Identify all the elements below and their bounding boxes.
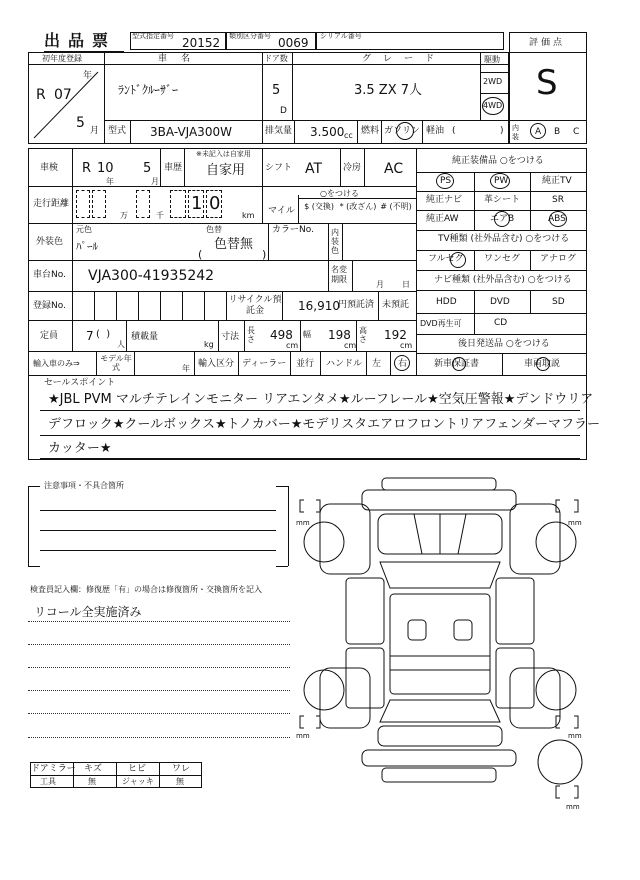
notes-line <box>40 510 276 511</box>
dotted-line <box>28 737 290 738</box>
chassis-value: VJA300-41935242 <box>88 268 215 284</box>
v-sep <box>268 223 269 260</box>
shaken-year-unit: 年 <box>106 177 114 186</box>
equip-tv: 純正TV <box>542 176 572 186</box>
v-sep <box>378 291 379 320</box>
rear-window <box>380 700 500 722</box>
orig-color-label: 元色 <box>76 225 92 234</box>
equip-line <box>416 334 587 335</box>
equip-pw: PW <box>494 176 509 186</box>
meter-unknown: # (不明) <box>380 202 412 211</box>
v-sep <box>530 290 531 313</box>
nav-hdd: HDD <box>436 297 457 307</box>
drive-line <box>480 72 509 73</box>
sales-label: セールスポイント <box>44 378 116 388</box>
equip-header-scratch: キズ <box>84 764 102 774</box>
v-sep <box>116 762 117 788</box>
history-note: ※未記入は自家用 <box>196 150 251 158</box>
v-sep <box>94 291 95 320</box>
v-sep <box>328 223 329 260</box>
sales-underline <box>40 458 580 459</box>
left-rear-wheel <box>304 670 344 710</box>
dotted-line <box>28 621 290 622</box>
mileage-digit-5: 1 <box>191 193 203 214</box>
drive-4wd: 4WD <box>483 101 503 110</box>
right-front-wheel <box>536 522 576 562</box>
v-sep <box>134 351 135 375</box>
load-label: 積載量 <box>131 332 159 342</box>
man-unit: 万 <box>120 211 128 220</box>
vehicle-row2-line <box>104 120 509 121</box>
rating-label: 評価点 <box>529 38 566 48</box>
row-line <box>28 351 416 352</box>
sales-line-3: カッター★ <box>48 441 112 456</box>
capacity-value: 7 <box>86 329 94 343</box>
parallel-label: 並行 <box>296 359 315 369</box>
left-front-door <box>346 578 384 644</box>
drive-4wd-circle <box>482 97 504 115</box>
v-sep <box>356 320 357 351</box>
dealer-label: ディーラー <box>242 359 287 369</box>
unpaid-label: 未預託 <box>382 300 410 310</box>
left-front-fender <box>320 504 370 574</box>
recycle-value: 16,910 <box>298 299 340 313</box>
v-sep <box>116 291 117 320</box>
mileage-digit-6: 0 <box>209 193 221 214</box>
mileage-label: 走行距離 <box>33 199 70 209</box>
dims-label: 寸法 <box>221 332 240 342</box>
v-sep <box>204 291 205 320</box>
year-unit: 年 <box>83 71 93 81</box>
inspector-note: リコール全実施済み <box>34 605 142 619</box>
v-sep <box>320 351 321 375</box>
equip-jack-value: 無 <box>176 777 184 786</box>
meter-modified: * (改ざん) <box>339 202 377 211</box>
v-sep <box>292 52 293 120</box>
v-sep <box>357 120 358 144</box>
light-oil-bracket-close: ) <box>500 126 504 136</box>
length-unit: cm <box>286 341 299 350</box>
right-rear-wheel <box>536 670 576 710</box>
rear-panel <box>362 750 516 766</box>
expiry-label: 名変期限 <box>331 265 347 284</box>
later-warranty: 新車保証書 <box>434 359 480 369</box>
equip-line <box>416 191 587 192</box>
width-value: 198 <box>328 328 351 342</box>
reg-no-label: 登録No. <box>33 301 66 311</box>
left-label: 左 <box>372 359 382 369</box>
month-unit: 月 <box>90 126 100 136</box>
hood-front <box>362 490 516 510</box>
first-reg-era: R <box>36 87 46 103</box>
interior-a: A <box>535 127 542 137</box>
v-sep <box>184 148 185 186</box>
equip-tools-value: 無 <box>88 777 96 786</box>
mm-front-right: mm <box>568 519 582 527</box>
equip-airbag-circle <box>494 211 510 227</box>
shaken-month-unit: 月 <box>151 177 159 186</box>
repainted-value: 色替無 <box>214 237 254 252</box>
circle-note: ○をつける <box>320 189 359 198</box>
v-sep <box>282 291 283 320</box>
equip-line <box>416 313 587 314</box>
recycle-unit: 円預託済 <box>338 300 375 310</box>
v-sep <box>352 260 353 291</box>
label-col <box>72 148 73 351</box>
equip-line <box>416 270 587 271</box>
right-rear-door <box>496 648 534 708</box>
load-unit: kg <box>204 340 214 349</box>
v-sep <box>474 290 475 334</box>
mm-rear-left: mm <box>296 732 310 740</box>
equip-abs: ABS <box>548 214 566 224</box>
color-no-label: 色替 <box>206 225 222 234</box>
sen-unit: 千 <box>156 211 164 220</box>
later-warranty-circle <box>452 357 466 371</box>
chassis-label: 車台No. <box>33 270 66 280</box>
tv-title: TV種類 (社外品含む) ○をつける <box>438 234 570 244</box>
nav-dvd: DVD <box>490 297 510 307</box>
capacity-paren: ( ) <box>96 329 111 340</box>
recycle-label: リサイクル預託金 <box>228 295 282 316</box>
name-label: 車名 <box>158 54 205 64</box>
notes-box <box>28 486 288 566</box>
v-sep <box>104 52 105 144</box>
height-value: 192 <box>384 328 407 342</box>
sales-underline <box>40 435 580 436</box>
first-reg-year: 07 <box>54 87 72 103</box>
equip-line <box>416 230 587 231</box>
digit-cell <box>170 190 186 218</box>
v-sep <box>422 120 423 144</box>
roof <box>390 594 490 694</box>
inspector-label: 検査員記入欄：修復歴「有」の場合は修復箇所・交換箇所を記入 <box>30 585 262 594</box>
first-reg-month: 5 <box>76 115 85 131</box>
height-label: 高さ <box>359 326 367 344</box>
import-label: 輸入車のみ⇒ <box>33 359 80 368</box>
dotted-line <box>28 667 290 668</box>
v-sep <box>96 351 97 375</box>
right-front-fender <box>510 504 560 574</box>
width-unit: cm <box>344 341 357 350</box>
dotted-line <box>28 644 290 645</box>
v-sep <box>530 172 531 230</box>
model-year-unit: 年 <box>182 364 190 373</box>
shift-label: シフト <box>265 163 293 173</box>
car-diagram <box>290 470 590 815</box>
mm-front-left: mm <box>296 519 310 527</box>
fuel-circle <box>396 122 414 140</box>
capacity-unit: 人 <box>117 340 125 349</box>
equip-line <box>416 290 587 291</box>
row-line <box>28 320 416 321</box>
notes-label: 注意事項・不具合箇所 <box>44 481 124 490</box>
row-line <box>28 186 416 187</box>
v-sep <box>130 120 131 144</box>
spare-tire <box>538 740 582 784</box>
v-sep <box>226 291 227 320</box>
sales-line-1: ★JBL PVM マルチテレインモニター リアエンタメ★ルーフレール★空気圧警報★デンドウリア <box>48 392 594 407</box>
ac-label: 冷房 <box>343 163 362 173</box>
v-sep <box>340 148 341 186</box>
v-sep <box>530 250 531 270</box>
shift-value: AT <box>305 161 323 177</box>
equip-aw: 純正AW <box>426 214 459 224</box>
equip-header-mirror: ドアミラー <box>31 764 76 774</box>
interior-color-label: 内装色 <box>331 228 339 255</box>
nav-title: ナビ種類 (社外品含む) ○をつける <box>434 275 572 285</box>
equip-navi: 純正ナビ <box>426 195 463 205</box>
later-manual: 車両取説 <box>524 359 561 369</box>
doors-label: ドア数 <box>264 54 288 63</box>
windshield <box>380 562 500 588</box>
dotted-line <box>28 713 290 714</box>
v-sep <box>262 120 263 144</box>
repaint-bracket-close: ) <box>262 248 267 261</box>
fuel-label: 燃料 <box>361 126 380 136</box>
rear-bumper <box>382 768 496 782</box>
interior-b: B <box>554 127 561 137</box>
left-front-wheel <box>304 522 344 562</box>
v-sep <box>159 762 160 788</box>
mile-label: マイル <box>268 206 295 216</box>
v-sep <box>238 351 239 375</box>
tv-analog: アナログ <box>540 254 577 264</box>
dvd-label: DVD再生可 <box>420 319 462 328</box>
height-unit: cm <box>400 341 413 350</box>
equip-jack: ジャッキ <box>122 777 154 786</box>
color-label: 外装色 <box>36 237 64 247</box>
digit-cell <box>92 190 106 218</box>
right-label: 右 <box>398 359 408 369</box>
expiry-month: 月 <box>376 280 384 289</box>
expiry-day: 日 <box>402 280 410 289</box>
displacement-unit: cc <box>344 131 353 140</box>
equip-title: 純正装備品 ○をつける <box>452 156 544 166</box>
category-value: 0069 <box>278 36 309 50</box>
right-circle <box>394 355 410 371</box>
tv-oneseg: ワンセグ <box>484 254 521 264</box>
displacement-value: 3.500 <box>310 125 345 139</box>
equip-pw-circle <box>490 173 510 189</box>
right-front-door <box>496 578 534 644</box>
v-sep <box>244 320 245 351</box>
length-value: 498 <box>270 328 293 342</box>
v-sep <box>290 351 291 375</box>
sales-underline <box>40 410 580 411</box>
v-sep <box>298 195 299 223</box>
import-type-label: 輸入区分 <box>198 359 235 369</box>
light-oil-label: 軽油 <box>426 126 445 136</box>
v-sep <box>480 52 481 120</box>
model-code-label: 型式指定番号 <box>132 32 174 40</box>
repaint-bracket: ( <box>198 248 203 261</box>
vehicle-name: ﾗﾝﾄﾞｸﾙｰｻﾞｰ <box>118 83 179 97</box>
drive-label: 駆動 <box>484 55 500 64</box>
fuel-value: ガソリン <box>384 126 421 136</box>
meter-exchange: $ (交換) <box>304 202 334 211</box>
dvd-cd: CD <box>494 318 508 328</box>
mile-line <box>298 198 416 199</box>
color-code-label: カラーNo. <box>272 225 314 235</box>
width-label: 幅 <box>303 330 311 339</box>
shaken-month: 5 <box>143 161 152 176</box>
km-unit: km <box>242 211 255 220</box>
notes-line <box>40 530 276 531</box>
v-sep <box>218 320 219 351</box>
mileage-digits <box>76 190 256 220</box>
grade-value: 3.5 ZX 7人 <box>354 83 423 98</box>
equip-ps-circle <box>436 173 454 189</box>
model-code-value: 20152 <box>182 36 221 50</box>
row-line <box>28 291 416 292</box>
left-rear-fender <box>320 668 370 728</box>
v-sep <box>364 148 365 186</box>
row-line <box>28 375 587 376</box>
form-title: 出品票 <box>44 31 117 50</box>
equip-sr: SR <box>552 195 564 205</box>
interior-a-circle <box>530 123 546 139</box>
v-sep <box>390 351 391 375</box>
displacement-label: 排気量 <box>265 126 293 136</box>
first-reg-label: 初年度登録 <box>42 54 82 63</box>
mm-spare: mm <box>566 803 580 811</box>
doors-type: D <box>280 106 287 116</box>
front-bumper <box>382 478 496 490</box>
v-sep <box>342 223 343 260</box>
later-manual-circle <box>536 357 550 371</box>
tv-fullseg: フルセグ <box>428 254 464 264</box>
v-sep <box>474 250 475 270</box>
v-sep <box>502 353 503 375</box>
v-sep <box>160 148 161 186</box>
equip-abs-circle <box>549 211 567 227</box>
interior-c: C <box>573 127 580 137</box>
v-sep <box>300 320 301 351</box>
history-value: 自家用 <box>206 163 246 178</box>
handle-label: ハンドル <box>326 359 363 369</box>
interior-label: 内装 <box>512 124 519 141</box>
ac-value: AC <box>384 161 404 177</box>
model-year-label: モデル年式 <box>100 354 132 372</box>
digit-cell <box>136 190 150 218</box>
trunk <box>378 726 502 746</box>
shaken-year: 10 <box>97 161 114 176</box>
v-sep <box>262 52 263 120</box>
serial-label: シリアル番号 <box>320 32 362 40</box>
v-sep <box>366 351 367 375</box>
v-sep <box>294 120 295 144</box>
capacity-label: 定員 <box>40 331 59 341</box>
row-line <box>28 223 416 224</box>
nav-sd: SD <box>552 297 565 307</box>
v-sep <box>126 320 127 351</box>
sales-line-2: デフロック★クールボックス★トノカバー★モデリスタエアロフロントリアフェンダーマフラー <box>48 417 600 432</box>
doors-value: 5 <box>272 83 281 98</box>
later-title: 後日発送品 ○をつける <box>458 339 550 349</box>
digit-cell <box>76 190 90 218</box>
grid-split <box>416 148 417 375</box>
history-label: 車歴 <box>164 163 183 173</box>
category-label: 類別区分番号 <box>229 32 271 40</box>
equip-line <box>416 250 587 251</box>
v-sep <box>328 260 329 291</box>
equip-airbag: エアB <box>490 214 515 224</box>
equip-header-crack: ヒビ <box>128 764 147 774</box>
grade-label: グレード <box>362 54 447 64</box>
rating-divider <box>509 52 587 53</box>
v-sep <box>160 291 161 320</box>
shaken-label: 車検 <box>40 163 59 173</box>
v-sep <box>381 120 382 144</box>
model-label: 型式 <box>108 126 127 136</box>
mm-rear-right: mm <box>568 732 582 740</box>
row-line <box>28 260 416 261</box>
orig-color-value: ﾊﾟｰﾙ <box>76 240 98 253</box>
notes-line <box>40 550 276 551</box>
equip-tools: 工具 <box>40 777 56 786</box>
drive-line <box>480 93 509 94</box>
left-rear-door <box>346 648 384 708</box>
equip-leather: 革シート <box>484 195 521 205</box>
tv-fullseg-circle <box>450 252 466 268</box>
v-sep <box>262 148 263 186</box>
v-sep <box>182 291 183 320</box>
v-sep <box>262 186 263 223</box>
shaken-era: R <box>82 161 92 176</box>
length-label: 長さ <box>247 326 255 344</box>
v-sep <box>194 351 195 375</box>
equip-ps: PS <box>440 176 452 186</box>
dotted-line <box>28 690 290 691</box>
light-oil-bracket: ( <box>452 126 456 136</box>
right-rear-fender <box>510 668 560 728</box>
model-value: 3BA-VJA300W <box>150 125 232 139</box>
equip-header-break: ワレ <box>172 764 191 774</box>
v-sep <box>138 291 139 320</box>
interior-line <box>509 120 587 121</box>
drive-2wd: 2WD <box>483 77 503 86</box>
v-sep <box>474 172 475 230</box>
rating-value: S <box>536 63 558 103</box>
